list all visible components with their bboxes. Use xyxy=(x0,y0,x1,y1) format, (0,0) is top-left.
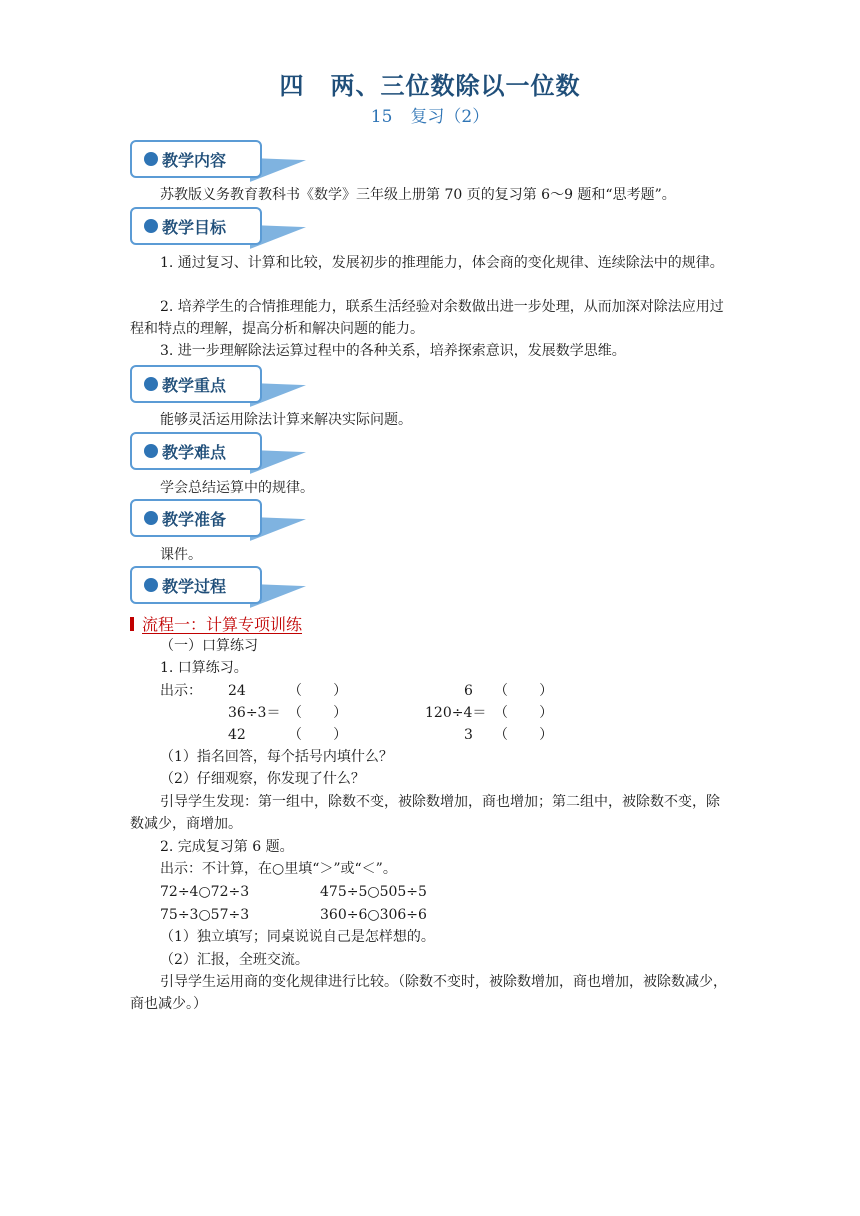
group1-bot: 42 xyxy=(228,727,246,743)
group2-blank-bot: （ ） xyxy=(494,727,554,743)
goal-1: 1. 通过复习、计算和比较，发展初步的推理能力，体会商的变化规律、连续除法中的规律。 xyxy=(160,255,724,271)
group1-blank-mid: （ ） xyxy=(288,705,348,721)
section-tag-goals: 教学目标 xyxy=(130,207,300,249)
group1-top: 24 xyxy=(228,683,246,699)
bullet-icon xyxy=(144,152,158,166)
difficulties-text: 学会总结运算中的规律。 xyxy=(160,480,314,496)
chapter-name: 两、三位数除以一位数 xyxy=(330,72,581,100)
group2-bot: 3 xyxy=(464,727,473,743)
group2-top: 6 xyxy=(464,683,473,699)
bullet-icon xyxy=(144,511,158,525)
group2-mid: 120÷4＝ xyxy=(425,705,487,721)
question-1: （1）指名回答，每个括号内填什么？ xyxy=(160,749,393,765)
review-item: 2. 完成复习第 6 题。 xyxy=(160,839,294,855)
section-tag-difficulties: 教学难点 xyxy=(130,432,300,474)
key-points-text: 能够灵活运用除法计算来解决实际问题。 xyxy=(160,412,412,428)
section-tag-content: 教学内容 xyxy=(130,140,300,182)
compare-2: 475÷5○505÷5 xyxy=(320,884,427,900)
flow-1-heading: 流程一：计算专项训练 xyxy=(130,612,302,635)
compare-4: 360÷6○306÷6 xyxy=(320,907,427,923)
group1-blank-top: （ ） xyxy=(288,683,348,699)
section-tag-process: 教学过程 xyxy=(130,566,300,608)
guide-1: 引导学生发现：第一组中，除数不变，被除数增加，商也增加；第二组中，被除数不变，除数减少，商增加。 xyxy=(130,794,720,832)
chapter-number: 四 xyxy=(279,72,305,100)
flow-marker-icon xyxy=(130,617,134,631)
bullet-icon xyxy=(144,377,158,391)
question-2: （2）仔细观察，你发现了什么？ xyxy=(160,771,365,787)
bullet-icon xyxy=(144,444,158,458)
guide-2: 引导学生运用商的变化规律进行比较。（除数不变时，被除数增加，商也增加，被除数减少，商也减少。） xyxy=(130,974,727,1012)
section-tag-preparation: 教学准备 xyxy=(130,499,300,541)
show-label: 出示： xyxy=(160,683,202,699)
compare-1: 72÷4○72÷3 xyxy=(160,884,250,900)
content-text: 苏教版义务教育教科书《数学》三年级上册第 70 页的复习第 6～9 题和“思考题”。 xyxy=(160,187,676,203)
lesson-number: 15 xyxy=(370,107,393,127)
group2-blank-top: （ ） xyxy=(494,683,554,699)
oral-practice-item: 1. 口算练习。 xyxy=(160,660,248,676)
compare-3: 75÷3○57÷3 xyxy=(160,907,250,923)
bullet-icon xyxy=(144,578,158,592)
section-tag-key-points: 教学重点 xyxy=(130,365,300,407)
goal-3: 3. 进一步理解除法运算过程中的各种关系，培养探索意识，发展数学思维。 xyxy=(160,343,626,359)
group1-mid: 36÷3＝ xyxy=(228,705,281,721)
bullet-icon xyxy=(144,219,158,233)
lesson-title xyxy=(0,102,860,127)
compare-instruction: 出示：不计算，在○里填“＞”或“＜”。 xyxy=(160,861,397,877)
preparation-text: 课件。 xyxy=(160,547,202,563)
step-2: （2）汇报，全班交流。 xyxy=(160,952,309,968)
group1-blank-bot: （ ） xyxy=(288,727,348,743)
step-1: （1）独立填写；同桌说说自己是怎样想的。 xyxy=(160,929,435,945)
chapter-title xyxy=(0,66,860,101)
goal-2: 2. 培养学生的合情推理能力，联系生活经验对余数做出进一步处理，从而加深对除法应用过程和特点的理解，提高分析和解决问题的能力。 xyxy=(130,299,724,337)
lesson-name: 复习（2） xyxy=(410,107,490,127)
group2-blank-mid: （ ） xyxy=(494,705,554,721)
oral-practice-heading: （一）口算练习 xyxy=(160,638,258,654)
